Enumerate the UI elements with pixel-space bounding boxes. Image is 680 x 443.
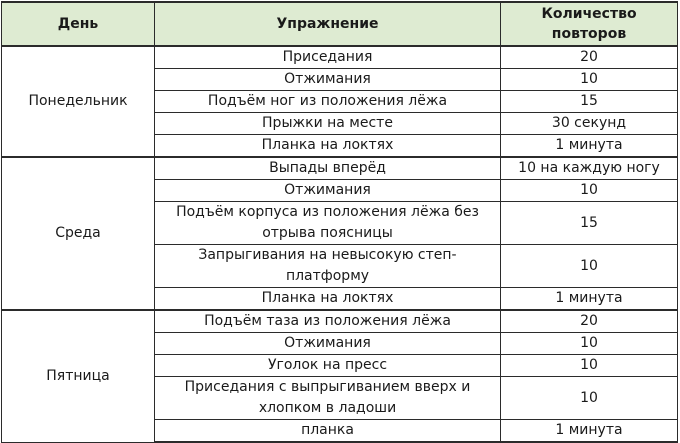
header-exercise: Упражнение <box>155 2 501 46</box>
reps-cell: 10 <box>501 377 678 420</box>
table-row <box>2 310 678 333</box>
exercise-cell: Выпады вперёд <box>155 157 501 180</box>
reps-cell: 10 <box>501 180 678 202</box>
day-cell: Понедельник <box>2 46 155 157</box>
day-cell: Пятница <box>2 310 155 442</box>
exercise-cell: Планка на локтях <box>155 135 501 158</box>
reps-cell: 1 минута <box>501 420 678 443</box>
reps-cell: 15 <box>501 202 678 245</box>
day-cell: Среда <box>2 157 155 310</box>
exercise-cell: Отжимания <box>155 69 501 91</box>
exercise-cell: Подъём ног из положения лёжа <box>155 91 501 113</box>
reps-cell: 1 минута <box>501 135 678 158</box>
reps-cell: 20 <box>501 310 678 333</box>
header-reps: Количество повторов <box>501 2 678 46</box>
exercise-cell: Отжимания <box>155 180 501 202</box>
reps-cell: 10 <box>501 245 678 288</box>
reps-cell: 10 на каждую ногу <box>501 157 678 180</box>
reps-cell: 10 <box>501 333 678 355</box>
exercise-cell: Запрыгивания на невысокую степ-платформу <box>155 245 501 288</box>
exercise-cell: Подъём корпуса из положения лёжа без отрыва поясницы <box>155 202 501 245</box>
workout-schedule-table <box>1 1 678 443</box>
exercise-cell: Уголок на пресс <box>155 355 501 377</box>
header-day: День <box>2 2 155 46</box>
table-row <box>2 46 678 69</box>
exercise-cell: Приседания <box>155 46 501 69</box>
header-row <box>2 2 678 46</box>
exercise-cell: Планка на локтях <box>155 288 501 311</box>
reps-cell: 20 <box>501 46 678 69</box>
exercise-cell: Прыжки на месте <box>155 113 501 135</box>
exercise-cell: Подъём таза из положения лёжа <box>155 310 501 333</box>
exercise-cell: Отжимания <box>155 333 501 355</box>
reps-cell: 1 минута <box>501 288 678 311</box>
reps-cell: 30 секунд <box>501 113 678 135</box>
exercise-cell: планка <box>155 420 501 443</box>
reps-cell: 10 <box>501 355 678 377</box>
reps-cell: 10 <box>501 69 678 91</box>
table-row <box>2 157 678 180</box>
reps-cell: 15 <box>501 91 678 113</box>
exercise-cell: Приседания с выпрыгиванием вверх и хлопком в ладоши <box>155 377 501 420</box>
